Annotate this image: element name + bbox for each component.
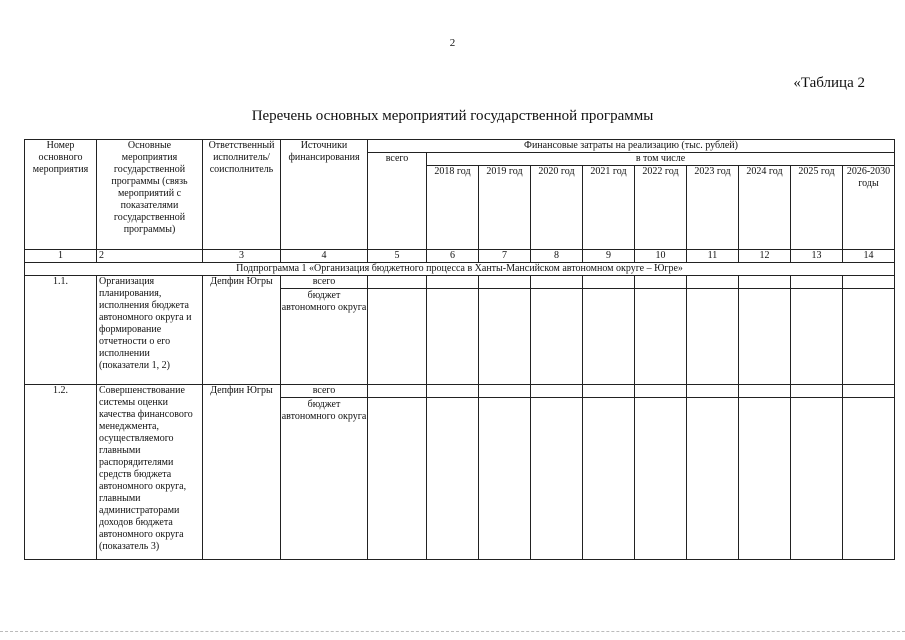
page-number: 2 (449, 37, 456, 49)
finance-cell (687, 276, 739, 385)
column-number: 14 (843, 250, 895, 263)
finance-cell (635, 276, 687, 385)
finance-cell (739, 276, 791, 385)
column-number: 1 (25, 250, 97, 263)
finance-cell (531, 276, 583, 385)
header-total: всего (368, 153, 427, 250)
finance-cell (479, 385, 531, 560)
finance-cell (843, 276, 895, 385)
header-year: 2021 год (583, 166, 635, 250)
column-number: 13 (791, 250, 843, 263)
table-reference: «Таблица 2 (793, 75, 865, 91)
header-year: 2022 год (635, 166, 687, 250)
activity-number: 1.1. (25, 276, 97, 385)
column-number: 9 (583, 250, 635, 263)
finance-cell (583, 385, 635, 560)
header-row (25, 140, 895, 153)
column-number: 7 (479, 250, 531, 263)
source-total: всего (281, 385, 367, 398)
source-budget: бюджет автономного округа (281, 290, 367, 313)
header-year: 2026-2030 годы (843, 166, 895, 250)
finance-cell (583, 276, 635, 385)
source-budget: бюджет автономного округа (281, 399, 367, 422)
subprogram-row (25, 263, 895, 276)
table-row (25, 276, 895, 385)
activity-description: Организация планирования, исполнения бюджета автономного округа и формирование отчетности о его исполнении (показатели 1, 2) (97, 276, 203, 385)
column-number: 6 (427, 250, 479, 263)
column-number: 11 (687, 250, 739, 263)
header-sources: Источники финансирования (281, 140, 368, 250)
column-number: 3 (203, 250, 281, 263)
finance-cell (531, 385, 583, 560)
activities-table (24, 139, 895, 560)
column-number: 5 (368, 250, 427, 263)
header-num: Номер основного мероприятия (25, 140, 97, 250)
header-year: 2019 год (479, 166, 531, 250)
financing-sources (281, 385, 368, 560)
column-numbers-row (25, 250, 895, 263)
responsible-executor: Депфин Югры (203, 385, 281, 560)
column-number: 12 (739, 250, 791, 263)
finance-cell (427, 276, 479, 385)
column-number: 10 (635, 250, 687, 263)
header-responsible: Ответственный исполнитель/ соисполнитель (203, 140, 281, 250)
finance-cell (479, 276, 531, 385)
header-year: 2018 год (427, 166, 479, 250)
table-row (25, 385, 895, 560)
activity-description: Совершенствование системы оценки качества финансового менеджмента, осуществляемого главными распорядителями средств бюджета автономного округа, главными администраторами доходов бюджета автономного округа (показатель 3) (97, 385, 203, 560)
header-year: 2020 год (531, 166, 583, 250)
header-finance: Финансовые затраты на реализацию (тыс. рублей) (368, 140, 895, 153)
column-number: 4 (281, 250, 368, 263)
finance-cell (791, 276, 843, 385)
financing-sources (281, 276, 368, 385)
document-title: Перечень основных мероприятий государственной программы (251, 108, 654, 124)
subprogram-title: Подпрограмма 1 «Организация бюджетного процесса в Ханты-Мансийском автономном округе – Югре» (25, 263, 895, 276)
source-total: всего (281, 276, 367, 289)
finance-cell (739, 385, 791, 560)
activity-number: 1.2. (25, 385, 97, 560)
finance-cell (843, 385, 895, 560)
finance-cell (687, 385, 739, 560)
responsible-executor: Депфин Югры (203, 276, 281, 385)
finance-cell (791, 385, 843, 560)
header-activity: Основные мероприятия государственной программы (связь мероприятий с показателями государственной программы) (97, 140, 203, 250)
page-edge-line (0, 631, 905, 632)
header-year: 2024 год (739, 166, 791, 250)
finance-cell (368, 276, 427, 385)
finance-cell (427, 385, 479, 560)
header-year: 2025 год (791, 166, 843, 250)
column-number: 2 (97, 250, 203, 263)
finance-cell (368, 385, 427, 560)
header-including: в том числе (427, 153, 895, 166)
header-year: 2023 год (687, 166, 739, 250)
finance-cell (635, 385, 687, 560)
column-number: 8 (531, 250, 583, 263)
